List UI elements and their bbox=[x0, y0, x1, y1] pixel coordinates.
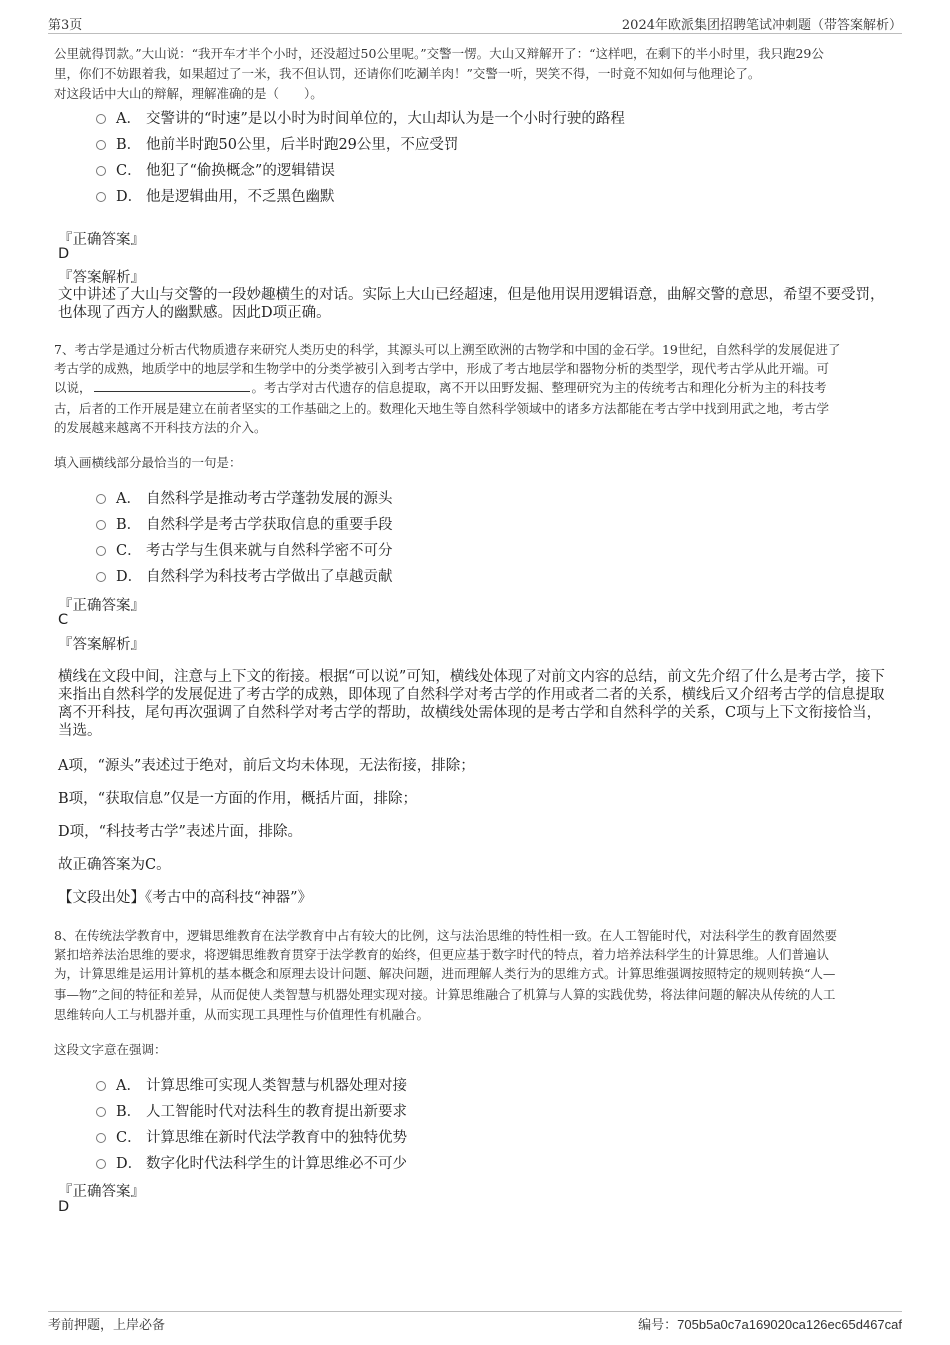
q7-option-b[interactable]: B． 自然科学是考古学获取信息的重要手段 bbox=[96, 512, 393, 534]
fill-in-blank bbox=[94, 379, 250, 392]
q7-option-a[interactable]: A． 自然科学是推动考古学蓬勃发展的源头 bbox=[96, 486, 393, 508]
q7-conclusion: 故正确答案为C。 bbox=[58, 857, 171, 873]
q7-stem-line-2: 考古学的成熟，地质学中的地层学和生物学中的分类学被引入到考古学中，形成了考古地层学和器物分析的类型学，现代考古学从此开端。可 bbox=[54, 361, 830, 376]
q7-stem-line-4: 古，后者的工作开展是建立在前者坚实的工作基础之上的。数理化天地生等自然科学领域中的诸多方法都能在考古学中找到用武之地，考古学 bbox=[54, 401, 830, 416]
radio-icon[interactable] bbox=[96, 494, 106, 504]
q8-answer: D bbox=[58, 1199, 70, 1215]
radio-icon[interactable] bbox=[96, 192, 106, 202]
q6-answer-label: 『正确答案』 bbox=[58, 232, 145, 248]
document-title: 2024年欧派集团招聘笔试冲刺题（带答案解析） bbox=[621, 18, 902, 33]
q7-answer: C bbox=[58, 612, 69, 628]
radio-icon[interactable] bbox=[96, 1107, 106, 1117]
q8-answer-label: 『正确答案』 bbox=[58, 1184, 145, 1200]
radio-icon[interactable] bbox=[96, 1133, 106, 1143]
q7-note-d: D项，“科技考古学”表述片面，排除。 bbox=[58, 824, 302, 840]
radio-icon[interactable] bbox=[96, 166, 106, 176]
header-divider bbox=[48, 33, 902, 34]
document-code: 编号：705b5a0c7a169020ca126ec65d467caf bbox=[638, 1317, 902, 1333]
q7-source: 【文段出处】《考古中的高科技“神器”》 bbox=[58, 890, 313, 906]
q7-answer-label: 『正确答案』 bbox=[58, 598, 145, 614]
q6-option-d[interactable]: D． 他是逻辑曲用，不乏黑色幽默 bbox=[96, 184, 335, 206]
q6-option-b[interactable]: B． 他前半时跑50公里，后半时跑29公里，不应受罚 bbox=[96, 132, 458, 154]
q7-stem-line-3: 以说， 。考古学对古代遗存的信息提取，离不开以田野发掘、整理研究为主的传统考古和理化分析为主的科技考 bbox=[54, 380, 827, 395]
radio-icon[interactable] bbox=[96, 140, 106, 150]
radio-icon[interactable] bbox=[96, 572, 106, 582]
page-number: 第3页 bbox=[48, 18, 83, 33]
q8-option-a[interactable]: A． 计算思维可实现人类智慧与机器处理对接 bbox=[96, 1073, 407, 1095]
q8-option-d[interactable]: D． 数字化时代法科学生的计算思维必不可少 bbox=[96, 1151, 407, 1173]
q6-answer: D bbox=[58, 246, 70, 262]
radio-icon[interactable] bbox=[96, 114, 106, 124]
radio-icon[interactable] bbox=[96, 1081, 106, 1091]
q6-option-a[interactable]: A． 交警讲的“时速”是以小时为时间单位的，大山却认为是一个小时行驶的路程 bbox=[96, 106, 625, 128]
q7-option-d[interactable]: D． 自然科学为科技考古学做出了卓越贡献 bbox=[96, 564, 393, 586]
radio-icon[interactable] bbox=[96, 1159, 106, 1169]
q6-option-c[interactable]: C． 他犯了“偷换概念”的逻辑错误 bbox=[96, 158, 335, 180]
q8-prompt: 这段文字意在强调： bbox=[54, 1042, 167, 1057]
q7-note-b: B项，“获取信息”仅是一方面的作用，概括片面，排除； bbox=[58, 791, 417, 807]
q7-note-a: A项，“源头”表述过于绝对，前后文均未体现，无法衔接，排除； bbox=[58, 758, 475, 774]
q7-option-c[interactable]: C． 考古学与生俱来就与自然科学密不可分 bbox=[96, 538, 393, 560]
q8-stem-line-4: 事—物”之间的特征和差异，从而促使人类智慧与机器处理实现对接。计算思维融合了机算与人算的实践优势，将法律问题的解决从传统的人工 bbox=[54, 987, 836, 1002]
q8-stem-line-1: 8、在传统法学教育中，逻辑思维教育在法学教育中占有较大的比例，这与法治思维的特性相一致。在人工智能时代，对法科学生的教育固然要 bbox=[54, 928, 837, 943]
q7-prompt: 填入画横线部分最恰当的一句是： bbox=[54, 455, 242, 470]
q6-stem-line-3: 对这段话中大山的辩解，理解准确的是（ ）。 bbox=[54, 86, 323, 101]
q6-analysis: 文中讲述了大山与交警的一段妙趣横生的对话。实际上大山已经超速，但是他用误用逻辑语意，曲解交警的意思，希望不要受罚，也体现了西方人的幽默感。因此D项正确。 bbox=[58, 287, 885, 321]
q6-stem-line-1: 公里就得罚款。”大山说：“我开车才半个小时，还没超过50公里呢。”交警一愣。大山又辩解开了：“这样吧，在剩下的半小时里，我只跑29公 bbox=[54, 46, 824, 61]
footer-divider bbox=[48, 1311, 902, 1312]
q6-analysis-label: 『答案解析』 bbox=[58, 270, 145, 286]
q7-analysis: 横线在文段中间，注意与上下文的衔接。根据“可以说”可知，横线处体现了对前文内容的总结，前文先介绍了什么是考古学，接下来指出自然科学的发展促进了考古学的成熟，即体现了自然科学对考古学的作用或者二者的关系，横线后又介绍考古学的信息提取离不开科技，尾句再次强调了自然科学对考古学的帮助，故横线处需体现的是考古学和自然科学的关系，C项与上下文衔接恰当，当选。 bbox=[58, 669, 885, 739]
radio-icon[interactable] bbox=[96, 520, 106, 530]
q7-stem-line-5: 的发展越来越离不开科技方法的介入。 bbox=[54, 420, 267, 435]
footer-slogan: 考前押题，上岸必备 bbox=[48, 1318, 166, 1333]
q8-stem-line-5: 思维转向人工与机器并重，从而实现工具理性与价值理性有机融合。 bbox=[54, 1007, 430, 1022]
radio-icon[interactable] bbox=[96, 546, 106, 556]
q8-option-c[interactable]: C． 计算思维在新时代法学教育中的独特优势 bbox=[96, 1125, 407, 1147]
q7-analysis-label: 『答案解析』 bbox=[58, 637, 145, 653]
q8-stem-line-3: 为，计算思维是运用计算机的基本概念和原理去设计问题、解决问题，进而理解人类行为的思维方式。计算思维强调按照特定的规则转换“人— bbox=[54, 966, 836, 981]
q7-stem-line-1: 7、考古学是通过分析古代物质遗存来研究人类历史的科学，其源头可以上溯至欧洲的古物学和中国的金石学。19世纪，自然科学的发展促进了 bbox=[54, 342, 841, 357]
q6-stem-line-2: 里，你们不妨跟着我，如果超过了一米，我不但认罚，还请你们吃涮羊肉！”交警一听，哭笑不得，一时竟不知如何与他理论了。 bbox=[54, 66, 761, 81]
q8-stem-line-2: 紧扣培养法治思维的要求，将逻辑思维教育贯穿于法学教育的始终，但更应基于数字时代的特点，着力培养法科学生的计算思维。人们普遍认 bbox=[54, 947, 830, 962]
q8-option-b[interactable]: B． 人工智能时代对法科生的教育提出新要求 bbox=[96, 1099, 407, 1121]
